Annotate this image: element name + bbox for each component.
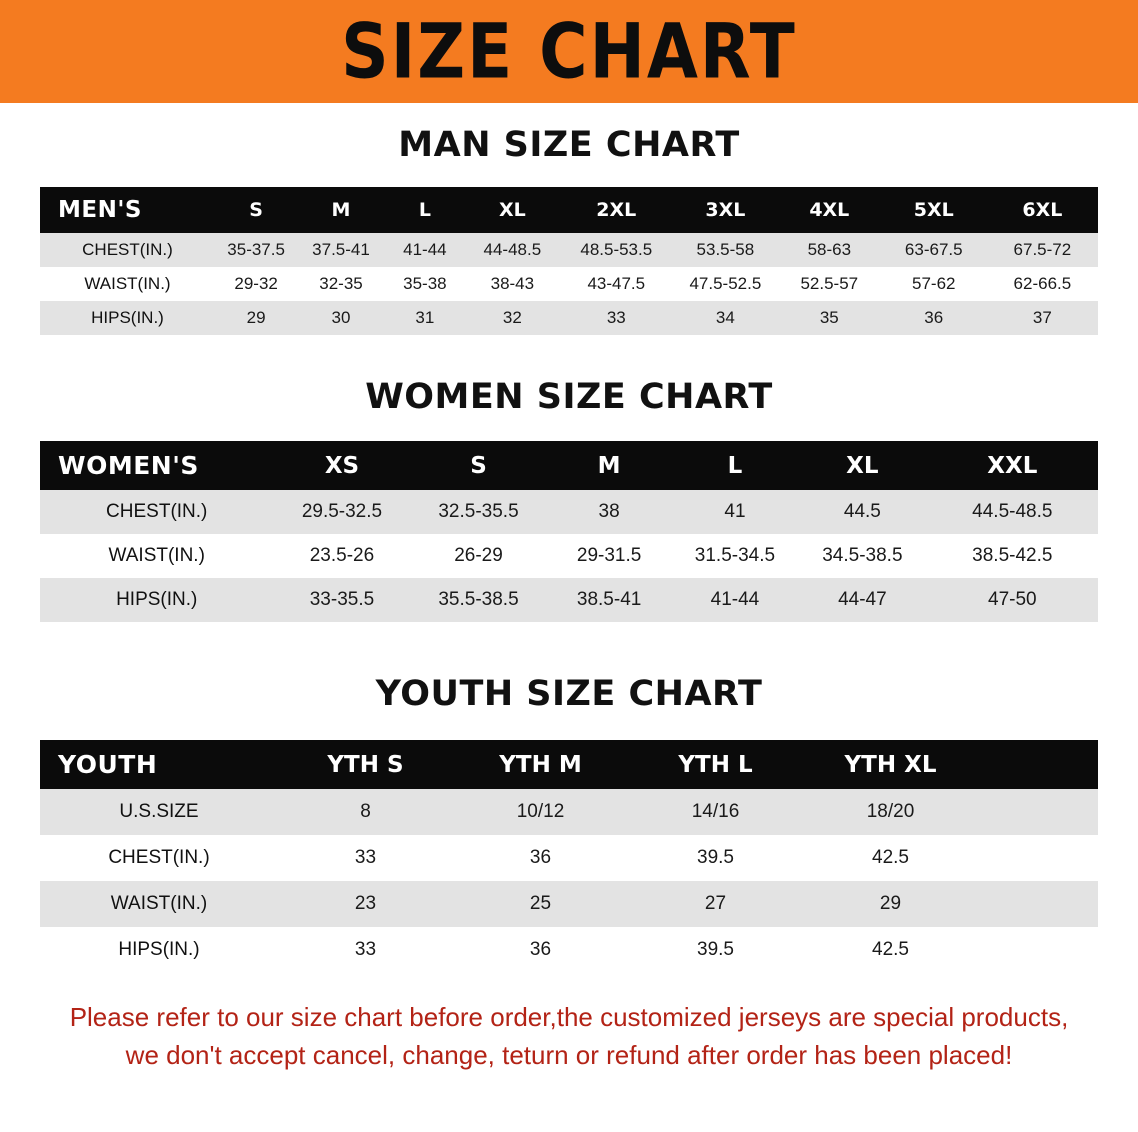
youth-cell-0-0: 8	[278, 789, 453, 835]
table-row	[40, 301, 1098, 335]
man-size-col-6: 4XL	[778, 187, 881, 233]
youth-cell-0-2: 14/16	[628, 789, 803, 835]
youth-table-header-row	[40, 740, 1098, 789]
youth-cell-1-0: 33	[278, 835, 453, 881]
youth-cell-0-spacer	[978, 789, 1098, 835]
women-size-col-5: XXL	[927, 441, 1098, 490]
youth-size-col-3: YTH XL	[803, 740, 978, 789]
youth-size-col-1: YTH M	[453, 740, 628, 789]
women-cell-0-2: 38	[546, 490, 671, 534]
youth-cell-0-3: 18/20	[803, 789, 978, 835]
man-cell-2-4: 33	[560, 301, 673, 335]
youth-cell-3-3: 42.5	[803, 927, 978, 973]
man-section-heading: MAN SIZE CHART	[398, 125, 740, 165]
man-cell-0-8: 67.5-72	[987, 233, 1098, 267]
man-cell-2-3: 32	[465, 301, 560, 335]
women-cell-1-2: 29-31.5	[546, 534, 671, 578]
youth-size-col-spacer	[978, 740, 1098, 789]
women-cell-1-4: 34.5-38.5	[798, 534, 927, 578]
man-cell-0-0: 35-37.5	[215, 233, 297, 267]
man-cell-2-0: 29	[215, 301, 297, 335]
man-cell-2-1: 30	[297, 301, 384, 335]
youth-size-col-2: YTH L	[628, 740, 803, 789]
table-row	[40, 534, 1098, 578]
women-cell-0-1: 32.5-35.5	[411, 490, 547, 534]
man-cell-1-1: 32-35	[297, 267, 384, 301]
youth-cell-3-spacer	[978, 927, 1098, 973]
table-row	[40, 789, 1098, 835]
table-row	[40, 835, 1098, 881]
page-title: SIZE CHART	[341, 6, 797, 96]
man-cell-1-4: 43-47.5	[560, 267, 673, 301]
women-cell-1-5: 38.5-42.5	[927, 534, 1098, 578]
man-cell-0-4: 48.5-53.5	[560, 233, 673, 267]
man-size-table	[40, 187, 1098, 335]
women-row-label-1: WAIST(IN.)	[40, 534, 273, 578]
man-row-label-0: CHEST(IN.)	[40, 233, 215, 267]
man-size-col-5: 3XL	[673, 187, 778, 233]
youth-cell-2-1: 25	[453, 881, 628, 927]
women-size-col-2: M	[546, 441, 671, 490]
women-cell-0-0: 29.5-32.5	[273, 490, 410, 534]
table-row	[40, 233, 1098, 267]
women-row-label-2: HIPS(IN.)	[40, 578, 273, 622]
man-table-header-row	[40, 187, 1098, 233]
man-cell-1-8: 62-66.5	[987, 267, 1098, 301]
table-row	[40, 267, 1098, 301]
man-row-label-2: HIPS(IN.)	[40, 301, 215, 335]
youth-cell-1-spacer	[978, 835, 1098, 881]
youth-row-label-3: HIPS(IN.)	[40, 927, 278, 973]
man-cell-1-6: 52.5-57	[778, 267, 881, 301]
table-row	[40, 927, 1098, 973]
table-row	[40, 881, 1098, 927]
women-cell-2-3: 41-44	[672, 578, 798, 622]
man-cell-0-2: 41-44	[385, 233, 465, 267]
man-cell-1-3: 38-43	[465, 267, 560, 301]
policy-note	[40, 999, 1098, 1074]
table-row	[40, 578, 1098, 622]
man-cell-1-7: 57-62	[881, 267, 987, 301]
women-cell-1-1: 26-29	[411, 534, 547, 578]
man-size-col-7: 5XL	[881, 187, 987, 233]
youth-table-wrap	[40, 740, 1098, 973]
man-cell-1-2: 35-38	[385, 267, 465, 301]
man-size-col-4: 2XL	[560, 187, 673, 233]
women-cell-1-0: 23.5-26	[273, 534, 410, 578]
youth-cell-2-3: 29	[803, 881, 978, 927]
man-size-col-1: M	[297, 187, 384, 233]
women-cell-2-1: 35.5-38.5	[411, 578, 547, 622]
women-cell-2-4: 44-47	[798, 578, 927, 622]
women-size-col-0: XS	[273, 441, 410, 490]
women-header-label: WOMEN'S	[40, 441, 273, 490]
youth-cell-1-2: 39.5	[628, 835, 803, 881]
man-cell-2-5: 34	[673, 301, 778, 335]
policy-note-line-2: we don't accept cancel, change, teturn or refund after order has been placed!	[125, 1039, 1013, 1070]
youth-cell-3-0: 33	[278, 927, 453, 973]
women-cell-0-4: 44.5	[798, 490, 927, 534]
women-size-col-1: S	[411, 441, 547, 490]
women-size-col-3: L	[672, 441, 798, 490]
women-cell-1-3: 31.5-34.5	[672, 534, 798, 578]
youth-cell-1-1: 36	[453, 835, 628, 881]
women-cell-0-3: 41	[672, 490, 798, 534]
women-cell-2-2: 38.5-41	[546, 578, 671, 622]
women-section-heading: WOMEN SIZE CHART	[365, 377, 773, 417]
table-row	[40, 490, 1098, 534]
man-size-col-8: 6XL	[987, 187, 1098, 233]
man-cell-2-2: 31	[385, 301, 465, 335]
man-cell-0-5: 53.5-58	[673, 233, 778, 267]
youth-size-col-0: YTH S	[278, 740, 453, 789]
man-cell-1-5: 47.5-52.5	[673, 267, 778, 301]
women-cell-2-5: 47-50	[927, 578, 1098, 622]
man-row-label-1: WAIST(IN.)	[40, 267, 215, 301]
man-size-col-2: L	[385, 187, 465, 233]
man-size-col-0: S	[215, 187, 297, 233]
youth-cell-2-2: 27	[628, 881, 803, 927]
man-cell-2-6: 35	[778, 301, 881, 335]
youth-header-label: YOUTH	[40, 740, 278, 789]
policy-note-line-1: Please refer to our size chart before order,the customized jerseys are special products,	[69, 1002, 1069, 1032]
youth-section-heading: YOUTH SIZE CHART	[375, 674, 763, 714]
man-size-col-3: XL	[465, 187, 560, 233]
youth-cell-0-1: 10/12	[453, 789, 628, 835]
man-table-wrap	[40, 187, 1098, 335]
women-size-table	[40, 441, 1098, 622]
man-cell-1-0: 29-32	[215, 267, 297, 301]
man-cell-2-7: 36	[881, 301, 987, 335]
man-cell-0-7: 63-67.5	[881, 233, 987, 267]
youth-cell-2-spacer	[978, 881, 1098, 927]
page-banner	[0, 0, 1138, 103]
youth-cell-3-1: 36	[453, 927, 628, 973]
man-header-label: MEN'S	[40, 187, 215, 233]
youth-cell-2-0: 23	[278, 881, 453, 927]
women-cell-2-0: 33-35.5	[273, 578, 410, 622]
man-cell-2-8: 37	[987, 301, 1098, 335]
women-cell-0-5: 44.5-48.5	[927, 490, 1098, 534]
women-table-header-row	[40, 441, 1098, 490]
youth-size-table	[40, 740, 1098, 973]
man-cell-0-3: 44-48.5	[465, 233, 560, 267]
youth-cell-1-3: 42.5	[803, 835, 978, 881]
youth-row-label-1: CHEST(IN.)	[40, 835, 278, 881]
women-table-wrap	[40, 441, 1098, 622]
youth-row-label-2: WAIST(IN.)	[40, 881, 278, 927]
man-cell-0-1: 37.5-41	[297, 233, 384, 267]
youth-row-label-0: U.S.SIZE	[40, 789, 278, 835]
man-cell-0-6: 58-63	[778, 233, 881, 267]
women-size-col-4: XL	[798, 441, 927, 490]
youth-cell-3-2: 39.5	[628, 927, 803, 973]
women-row-label-0: CHEST(IN.)	[40, 490, 273, 534]
